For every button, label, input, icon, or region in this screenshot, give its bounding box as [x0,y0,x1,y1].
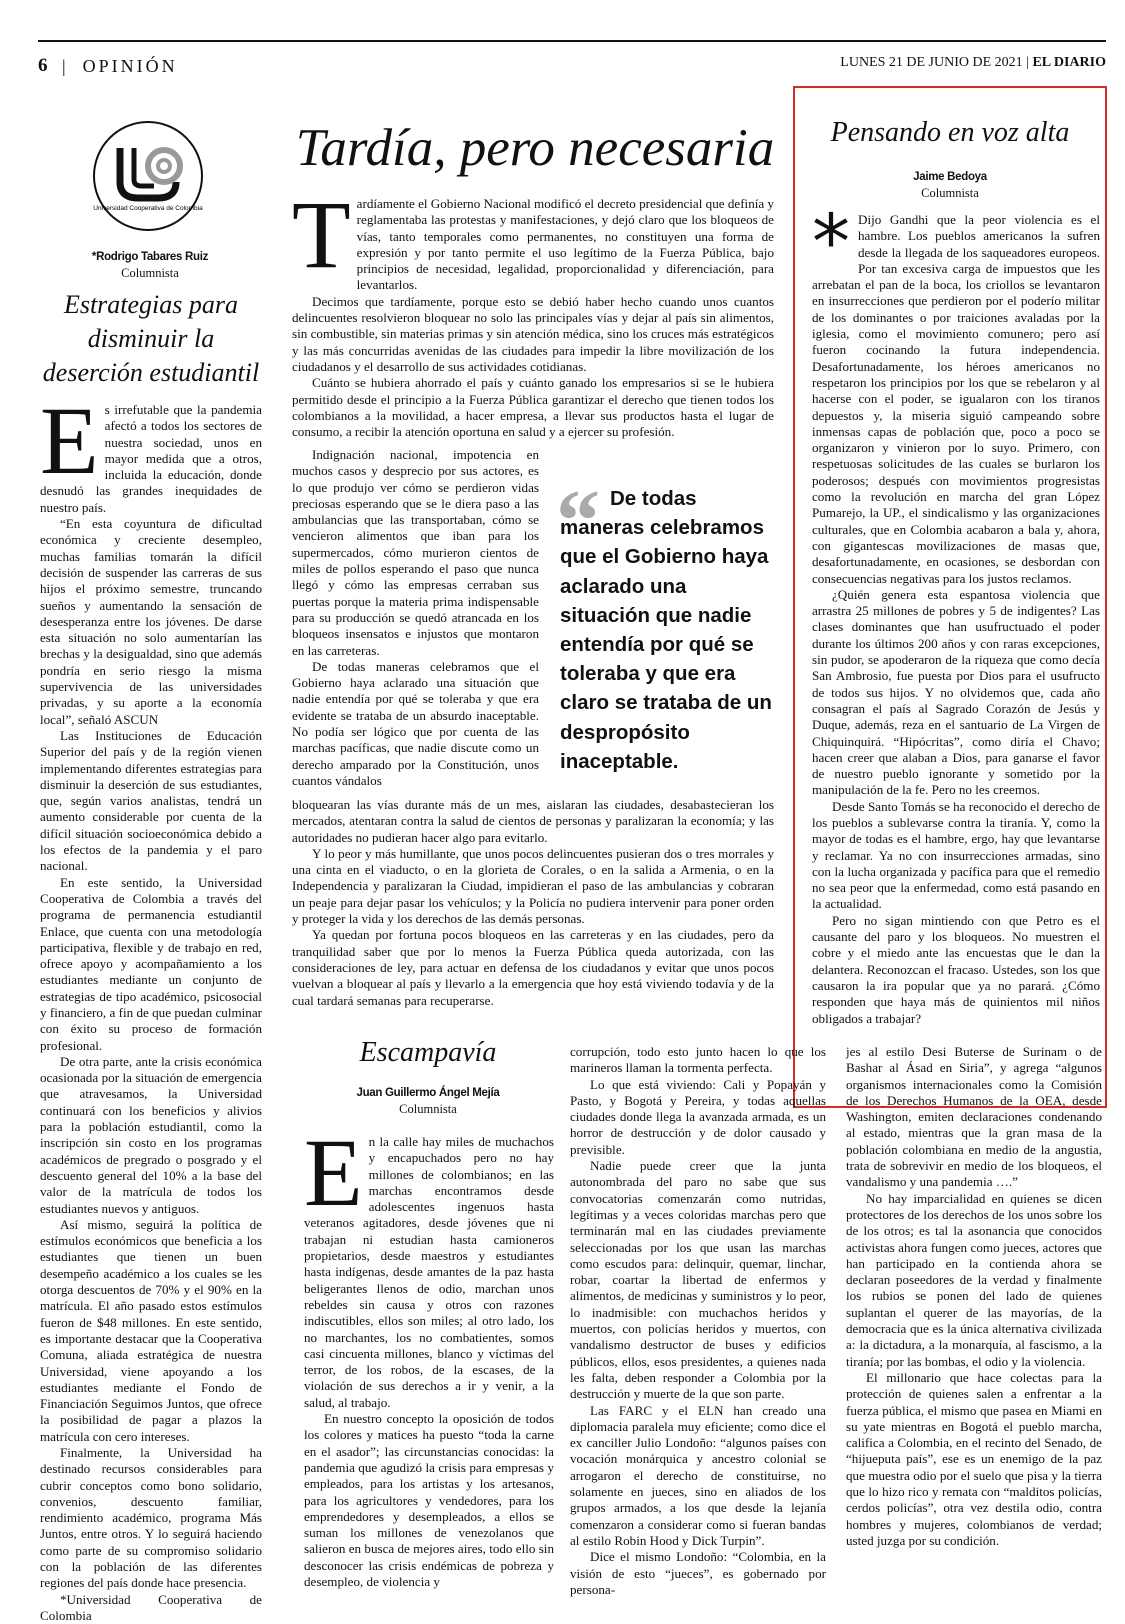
paragraph: ¿Quién genera esta espantosa violencia que arrastra 25 millones de pobres y 5 de indigentes? Las clases dominantes que han usufructuado el poder durante los últimos 200 años y con raras excepciones, sin pudor, se apoderaron de la riqueza que como decía San Ambrosio, fue puesta por Dios para el usufructo de todos sus hijos. Y no olvidemos que, cada año consagran el país al Sagrado Corazón de Jesús y Duque, además, reza en el santuario de La Virgen de Chiquinquirá. “Hipócritas”, como diría el Chavo; hacen creer que alaban a Dios, para ganarse el favor de nuestro pueblo ignorante y sometido por la manipulación de la fe. Pero no les creemos. [812,586,1100,798]
paragraph: Así mismo, seguirá la política de estímulos económicos que beneficia a los estudiantes que tienen un buen desempeño académico a los cuales se les otorga descuentos de 70% y el 90% en la matrícula. El año pasado estos estímulos fueron de $48 millones. En este sentido, es importante destacar que la Cooperativa Comuna, aliada estratégica de nuestra Universidad, viene apoyando a los estudiantes mediante el Fondo de Financiación Seguimos Juntos, que ofrece la posibilidad de pagar a plazos la matrícula con cero intereses. [40,1216,262,1444]
drop-cap: E [304,1119,363,1226]
first-paragraph: s irrefutable que la pandemia afectó a todos los sectores de nuestra sociedad, unos en mayor medida que a otros, incluida la educación, donde desnudó las grandes inequidades de nuestro país. [40,402,262,515]
author-name: *Rodrigo Tabares Ruiz [91,251,209,263]
footnote: *Universidad Cooperativa de Colombia [40,1591,262,1623]
page-header [38,40,1106,82]
paragraph: De todas maneras celebramos que el Gobierno haya aclarado una situación que nadie entendía por qué se toleraba y que era evidente se trataba de un absurdo inaceptable. No podía ser lógico que por cuenta de las marchas pacíficas, que nadie discute como un derecho amparado por la Constitución, unos cuantos vándalos [292,658,539,788]
paragraph: El millonario que hace colectas para la protección de quienes salen a enfrentar a la fuerza pública, el mismo que pasea en Miami en su yate mientras en Bogotá el pueblo marcha, califica a Colombia, en el recinto del Senado, de “hijueputa país”, ese es un enemigo de la paz que muestra odio por el suelo que pisa y la tierra que lo hizo rico y remata con “malditos policías, cerdos policías”, otra vez destila odio, contra hombres y mujeres, colombianos de verdad; usted juzga por su condición. [846,1369,1102,1548]
first-paragraph: Dijo Gandhi que la peor violencia es el hambre. Los pueblos americanos la sufren desde la llegada de los saqueadores europeos. Por tan excesiva carga de impuestos que les arrebatan el pan de la boca, los criollos se levantaron en insurrecciones que perdieron por el poderío militar de los dominantes o por traiciones avaladas por la iglesia, como el movimiento comunero; pero así fueron cocinando la futura independencia. Desafortunadamente, los héroes americanos no respetaron los principios por los que se rebelaron y al hacerse con el poder, se igualaron con los tiranos depuestos y, la miseria siguió campeando sobre inmensas capas de población que, poco a poco se organizaron y vinieron por lo suyo. Primero, con respetuosas solicitudes de las cuales se burlaron los poderosos; después con movimientos progresistas como la revolución en marcha del gran López Pumarejo, la UP., el sindicalismo y las organizaciones culturales, que en Colombia acabaron a bala y, ahora, con gigantescas movilizaciones de masas que, desafortunadamente, en ocasiones, se desbordan con consecuencias negativas para los justos reclamos. [812,212,1100,586]
paragraph: Decimos que tardíamente, porque esto se debió haber hecho cuando unos cuantos delincuentes resolvieron bloquear no solo las principales vías y dejar al país sin alimentos, sin combustible, sin materias primas y sin atención médica, sino los cruces más estratégicos y las más concurridas avenidas de las ciudades para impedir la libre movilización de los ciudadanos y el desarrollo de sus actividades cotidianas. [292,293,774,374]
paragraph: En nuestro concepto la oposición de todos los colores y matices ha puesto “toda la carne en el asador”; las circunstancias conocidas: la pandemia que agudizó la crisis para empresas y empleados, para los artistas y los artesanos, para los agricultores y vendedores, para los emprendedores y desempleados, a ellos se suman los millones de venezolanos que salieron en busca de mejores aires, todo ello sin desconocer las crisis endémicas de pobreza y desempleo, de violencia y [304,1411,554,1590]
escampavia-col-3 [846,1044,1102,1549]
article-body [40,387,262,1624]
paragraph: De otra parte, ante la crisis económica ocasionada por la situación de emergencia que atravesamos, la Universidad continuará con los beneficios y alivios para la población estudiantil, como la inscripción sin costo en los programas académicos de pregrado o posgrado y el descuento general del 10% a la base del valor de la matrícula de todos los estudiantes nuevos y antiguos. [40,1053,262,1216]
paragraph: “En esta coyuntura de dificultad económica y creciente desempleo, muchas familias tomarán la difícil decisión de suspender las carreras de sus hijos el próximo semestre, truncando sueños y aumentando la sensación de desesperanza entre los jóvenes. De darse esta situación no solo aumentarían las brechas y la desigualdad, sino que además pondría en serio riesgo la misma supervivencia de las universidades privadas, y su aporte a la economía local”, señaló ASCUN [40,516,262,727]
paragraph: Cuánto se hubiera ahorrado el país y cuánto ganado los empresarios si se le hubiera permitido desde el principio a la Fuerza Pública garantizar el derecho que tienen todos los colombianos a la movilidad, a hacer empresa, a llevar sus productos hasta el lugar de consumo, a recibir la atención oportuna en salud y a ejercer su profesión. [292,375,774,440]
author-name: Juan Guillermo Ángel Mejía [356,1087,500,1099]
paper-name: EL DIARIO [1032,55,1106,70]
pull-quote-text: De todas maneras celebramos que el Gobierno haya aclarado una situación que nadie entendía por qué se toleraba y que era claro se trataba de un despropósito inaceptable. [560,487,772,773]
column-title: Pensando en voz alta [830,117,1070,148]
section-label: OPINIÓN [82,56,178,76]
column-body [812,197,1100,1027]
paragraph: bloquearan las vías durante más de un mes, aislaran las ciudades, desabastecieran los mercados, atentaran contra la salud de cientos de personas y paralizaran la economía; y las autoridades no pudieran hacer algo para evitarlo. [292,797,774,845]
separator: | [62,56,69,76]
first-paragraph: n la calle hay miles de muchachos y encapuchados pero no hay millones de colombianos; en las marchas encontramos desde adolescentes ingenuos hasta veteranos agitadores, desde jóvenes que ni trabajan ni estudian hasta camioneros propietarios, desde maestros y estudiantes hasta indígenas, desde amantes de la paz hasta beligerantes llenos de odio, marchan unos rebeldes sin causa y otros con razones indiscutibles, ellos son miles; al otro lado, los no marchantes, los no combatientes, somos casi cincuenta millones, blanco y víctimas del terror, de los robos, de la escases, de la violación de sus derechos a ir y venir, a la salud, al trabajo. [304,1134,554,1410]
paragraph: Lo que está viviendo: Cali y Popayán y Pasto, y Bogotá y Pereira, y todas aquellas ciudades donde llega la avanzada armada, es un horror de destrucción y de dolor causado y previsible. [570,1076,826,1157]
paragraph: Las FARC y el ELN han creado una diplomacia paralela muy eficiente; como dice el ex canciller Julio Londoño: “algunos países con vocación monárquica y ancestro colonial se arrogaron el derecho de constituirse, no solamente en jueces, sino en aliados de los grupos armados, a los que desde la lejanía comenzaron a considerar como si fueran bandas al estilo Robin Hood y Dick Turpin”. [570,1402,826,1548]
paragraph: En este sentido, la Universidad Cooperativa de Colombia a través del programa de permanencia estudiantil Enlace, que cuenta con una metodología participativa, flexible y de trabajo en red, ofrece apoyo y acompañamiento a los estudiantes mediante un conjunto de estrategias de tipo académico, psicosocial y financiero, a fin de que puedan culminar con éxito su proceso de formación profesional. [40,874,262,1053]
section-name [62,56,178,77]
paragraph: Pero no sigan mintiendo con que Petro es el causante del paro y los bloqueos. No muestren el cobre y el miedo ante las encuestas que le dan la delantera. Reconozcan el fracaso. Ustedes, son los que causaron la ira popular que ya no parará. ¿Cómo responden que haya más de quinientos mil niños obligados a trabajar? [812,912,1100,1026]
author-role: Columnista [121,266,179,280]
pull-quote [560,484,775,776]
paragraph: Ya quedan por fortuna pocos bloqueos en las carreteras y en las ciudades, pero da tranquilidad saber que por lo menos la Fuerza Pública queda autorizada, con las consideraciones de ley, para actuar en defensa de los ciudadanos y evitar que unos pocos vuelvan a bloquear al país y llevarlo a la emergencia que hoy está viviendo todavía y de la cual tardará semanas para recuperarse. [292,927,774,1008]
paragraph: Desde Santo Tomás se ha reconocido el derecho de los pueblos a sublevarse contra la tiranía. Y, como la mayor de todas es el hambre, ergo, hay que levantarse y reclamar. Ya no con insurrecciones armadas, sino con la lucha organizada y pacífica para que el remedio no sea peor que la enfermedad, como está pasando en la actualidad. [812,798,1100,912]
asterisk-drop-cap: * [812,197,850,286]
quote-mark-icon: “ [556,473,600,570]
paragraph: Finalmente, la Universidad ha destinado recursos considerables para cubrir conceptos como bono solidario, convenios, descuento familiar, rendimiento académico, programa Más Juntos, entre otros. Y lo seguirá haciendo como parte de su compromiso solidario con la población de las diferentes regiones del país donde hace presencia. [40,1445,262,1591]
escampavia-title: Escampavía [359,1037,497,1068]
editorial-body-top [292,181,775,440]
editorial-body-narrow [292,447,539,789]
paragraph: Dice el mismo Londoño: “Colombia, en la visión de esto “jueces”, es gobernado por persona- [570,1549,826,1597]
paragraph: jes al estilo Desi Buterse de Surinam o de Bashar al Ásad en Siria”, y agrega “algunos organismos internacionales como la Comisión de los Derechos Humanos de la OEA, desde Washington, emiten declaraciones condenando al estado, mientras que la gran masa de la población colombiana en medio de la angustia, trata de sobrevivir en medio de los bloqueos, el vandalismo y una pandemia ….” [846,1044,1102,1190]
author-role: Columnista [399,1102,457,1116]
first-paragraph: ardíamente el Gobierno Nacional modificó el decreto presidencial que definía y reglamentaba las protestas y manifestaciones, y dejó claro que los bloqueos de vías, tanto temporales como permanentes, no constituyen una forma de expresión y por tanto permite el uso legítimo de la Fuerza Pública, bajo principios de necesidad, legalidad, proporcionalidad y diferenciación, para levantarlos. [356,196,775,293]
page-number: 6 [38,55,48,76]
paragraph: Las Instituciones de Educación Superior del país y de la región vienen implementando diferentes estrategias para disminuir la deserción de sus estudiantes, que, según varios analistas, tendrá un aumento considerable por cuenta de la difícil situación socioeconómica debido a los efectos de la pandemia y el paro nacional. [40,727,262,874]
date-text: LUNES 21 DE JUNIO DE 2021 | [840,55,1029,70]
article-title: Estrategias para disminuir la deserción estudiantil [42,290,260,387]
logo-text: Universidad Cooperativa de Colombia [93,205,203,212]
paragraph: Nadie puede creer que la junta autonombrada del paro no sabe que sus convocatorias comenzarán como nutridas, legítimas y a veces coloridas marchas pero que terminarán mal en las ciudades previamente seleccionadas por los que usan las marchas como escudos para: delinquir, quemar, linchar, robar, coartar la libertad de enfermos y alimentos, de medicinas y suministros y lo peor, lo inadmisible: con muchachos heridos y muertos, con policías heridos y muertos, con vandalismo destructor de buses y edificios públicos, ellos, esos presidentes, a quienes nada les falta, deben responder a Colombia por la destrucción y muerte de la que son parte. [570,1158,826,1402]
issue-date [840,55,1106,71]
editorial-title: Tardía, pero necesaria [295,119,775,177]
paragraph: No hay imparcialidad en quienes se dicen protectores de los derechos de los unos sobre los de los otros; es tal la asonancia que conocidos activistas ahora fungen como jueces, actores que han participado en la contienda ahora se declaran poseedores de la verdad y finalmente los rubios se ponen del lado de quienes suplantan el querer de las mayorías, de la democracia que es la única alternativa civilizada a: la dictadura, a la monarquía, al fascismo, a la tiranía; por las bombas, el odio y la violencia. [846,1190,1102,1369]
author-block [300,1084,556,1117]
paragraph: Y lo peor y más humillante, que unos pocos delincuentes pusieran dos o tres morrales y una cinta en el viaducto, o en la glorieta de Corales, o en la salida a Armenia, o en la Independencia y paralizaran la Ciudad, impidieran el paso de las ambulancias y cobraran un peaje para dejar pasar los vehículos; y la Policía no pudiera intervenir para poner orden y proteger la vida y los derechos de las demás personas. [292,845,774,927]
drop-cap: E [40,387,99,494]
editorial-body-bottom [292,797,774,1009]
author-name: Jaime Bedoya [913,171,987,183]
paragraph: corrupción, todo esto junto hacen lo que los marineros llaman la tormenta perfecta. [570,1044,826,1076]
author-block [40,248,260,281]
university-logo [92,120,204,232]
escampavia-col-2 [570,1044,826,1598]
drop-cap: T [292,181,351,288]
author-role: Columnista [921,186,979,200]
escampavia-col-1 [304,1119,554,1590]
paragraph: Indignación nacional, impotencia en muchos casos y desprecio por sus actores, es lo que produjo ver cómo se perdieron vidas preciosas esperando que se le diera paso a las ambulancias que las transportaban, cómo se vencieron alimentos que iban para los supermercados, cómo murieron cientos de miles de pollos esperando el paso que nunca llegó y cómo las empresas cerraban sus puertas porque la materia prima indispensable para su producción se quedó atrancada en los bloqueos insensatos e injustos que montaron en las carreteras. [292,447,539,658]
